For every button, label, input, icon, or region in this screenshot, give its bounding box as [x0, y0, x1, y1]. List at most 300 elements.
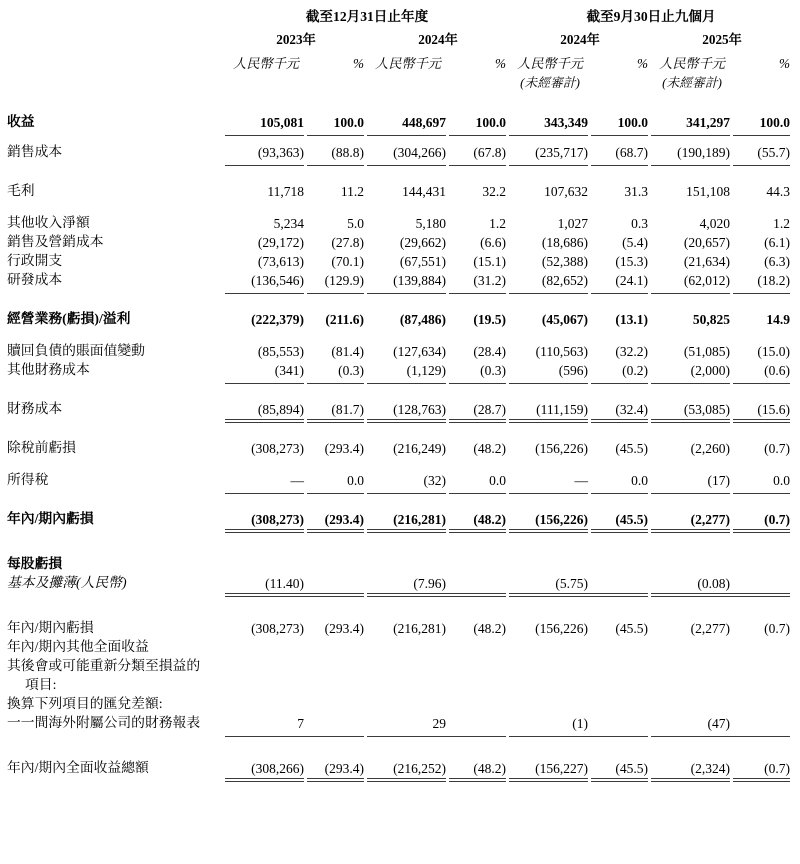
rule-bar-col-6	[591, 526, 651, 533]
row-value-col-6: (32.4)	[615, 401, 649, 417]
rule-bar-col-7	[651, 416, 733, 423]
row-value-col-7: (17)	[707, 472, 731, 488]
rule-bar-col-4	[449, 416, 509, 423]
row-value-col-5: (52,388)	[541, 253, 589, 269]
header-spacer	[7, 70, 225, 90]
row-value-col-7	[651, 548, 733, 571]
rule-bar-col-3	[367, 287, 449, 294]
rule-bar-col-4	[449, 377, 509, 384]
row-label: 所得稅	[7, 472, 49, 488]
row-value-col-1: (222,379)	[251, 311, 304, 327]
rule-label-gap	[7, 287, 225, 294]
row-label: 其他財務成本	[7, 362, 90, 378]
row-value-col-8: (6.1)	[764, 234, 791, 250]
row-value-col-6	[591, 654, 651, 673]
row-value-col-1: —	[290, 472, 304, 488]
header-sub-pct-4	[733, 70, 793, 90]
row-value-col-5: (1)	[572, 715, 589, 731]
spacing-row	[7, 423, 793, 432]
rule-bar-col-6	[591, 129, 651, 136]
table-row	[7, 548, 793, 571]
row-value-col-3: (216,281)	[393, 511, 446, 527]
row-value-col-4	[449, 673, 509, 692]
rule-bar-col-6	[591, 487, 651, 494]
row-value-col-1: (308,273)	[251, 511, 304, 527]
rule-bar-col-4	[449, 129, 509, 136]
row-value-col-5: 343,349	[544, 114, 589, 130]
row-value-col-1: (308,273)	[251, 620, 304, 636]
row-value-col-7	[651, 654, 733, 673]
rule-bar-col-6	[591, 377, 651, 384]
rule-row	[7, 590, 793, 597]
row-value-col-7: (2,260)	[690, 440, 731, 456]
row-value-col-6: (45.5)	[615, 440, 649, 456]
row-label: 經營業務(虧損)/溢利	[7, 311, 131, 327]
row-value-col-3: (1,129)	[406, 362, 446, 378]
rule-bar-col-5	[509, 129, 591, 136]
row-value-col-8: (0.6)	[764, 362, 791, 378]
row-value-col-7: (53,085)	[683, 401, 731, 417]
spacing-row	[7, 326, 793, 335]
row-value-col-5: 107,632	[544, 183, 589, 199]
row-label: 毛利	[7, 183, 35, 199]
row-value-col-4: 100.0	[475, 114, 507, 130]
row-value-col-1	[225, 635, 307, 654]
table-row	[7, 692, 793, 711]
income-statement-table	[7, 0, 793, 782]
table-row	[7, 175, 793, 198]
row-value-col-8: 44.3	[766, 183, 791, 199]
table-row	[7, 752, 793, 775]
row-value-col-3: (32)	[423, 472, 446, 488]
row-value-col-1: (308,266)	[251, 760, 304, 776]
header-sub-pct-2	[449, 70, 509, 90]
row-value-col-2	[307, 635, 367, 654]
rule-bar-group-1	[225, 590, 367, 597]
row-value-col-8	[733, 692, 793, 711]
rule-bar-col-2	[307, 287, 367, 294]
row-value-col-4	[449, 654, 509, 673]
row-value-col-8: 0.0	[773, 472, 791, 488]
row-label: 研發成本	[7, 272, 63, 288]
rule-bar-col-5	[509, 416, 591, 423]
rule-label-gap	[7, 487, 225, 494]
row-value-col-6: (5.4)	[622, 234, 649, 250]
rule-bar-group-2	[367, 590, 509, 597]
spacer-cell	[7, 423, 793, 432]
rule-label-gap	[7, 526, 225, 533]
rule-row	[7, 416, 793, 423]
header-year-1: 2023年	[276, 31, 316, 47]
spacer-cell	[7, 384, 793, 393]
header-pct-2: %	[495, 55, 507, 71]
row-value-col-1	[225, 654, 307, 673]
row-value-col-4: (28.7)	[473, 401, 507, 417]
row-value-col-3	[367, 548, 449, 571]
row-value-col-7	[651, 692, 733, 711]
rule-bar-col-8	[733, 775, 793, 782]
row-value-col-1	[225, 673, 307, 692]
row-value-col-2: (81.7)	[331, 401, 364, 417]
rule-bar-col-2	[307, 775, 367, 782]
row-value-col-3	[367, 635, 449, 654]
row-value-col-3: 144,431	[402, 183, 446, 199]
row-value-col-5: (596)	[558, 362, 589, 378]
row-value-col-3	[367, 692, 449, 711]
rule-bar-group-1	[225, 730, 367, 737]
rule-bar-group-2	[367, 730, 509, 737]
row-value-col-8: (15.0)	[757, 343, 791, 359]
row-value-col-7: (2,277)	[690, 620, 731, 636]
rule-bar-col-4	[449, 159, 509, 166]
row-value-col-1	[225, 548, 307, 571]
row-value-col-3: (67,551)	[399, 253, 446, 269]
row-label: 財務成本	[7, 401, 63, 417]
rule-bar-group-4	[651, 730, 793, 737]
row-value-col-2	[307, 571, 367, 590]
row-value-col-2: (293.4)	[324, 440, 364, 456]
rule-bar-col-6	[591, 775, 651, 782]
row-value-col-5: (110,563)	[535, 343, 589, 359]
spacing-row	[7, 294, 793, 303]
row-label: 除稅前虧損	[7, 440, 76, 456]
rule-bar-col-8	[733, 526, 793, 533]
rule-bar-col-5	[509, 159, 591, 166]
row-value-col-3: (29,662)	[399, 234, 446, 250]
row-value-col-4: (48.2)	[473, 620, 507, 636]
row-value-col-8: (0.7)	[764, 620, 791, 636]
row-value-col-5: (235,717)	[535, 144, 589, 160]
header-unit-4: 人民幣千元	[659, 55, 725, 71]
row-value-col-1: (308,273)	[251, 440, 304, 456]
row-value-col-6: (13.1)	[615, 311, 649, 327]
table-row	[7, 711, 793, 730]
row-value-col-8: 1.2	[773, 215, 791, 231]
row-label: 年內/期內其他全面收益	[7, 639, 149, 655]
rule-bar-col-4	[449, 775, 509, 782]
rule-bar-col-8	[733, 377, 793, 384]
rule-bar-col-2	[307, 416, 367, 423]
header-spacer	[7, 48, 225, 70]
row-value-col-4: (48.2)	[473, 440, 507, 456]
row-value-col-1: (73,613)	[257, 253, 304, 269]
spacer-cell	[7, 494, 793, 503]
row-value-col-2: (70.1)	[331, 253, 364, 269]
rule-label-gap	[7, 129, 225, 136]
row-label: 每股虧損	[7, 556, 63, 572]
header-unaudited-3: (未經審計)	[520, 76, 580, 91]
header-spacer	[7, 26, 225, 48]
rule-bar-col-3	[367, 129, 449, 136]
rule-bar-col-8	[733, 159, 793, 166]
table-row	[7, 303, 793, 326]
row-value-col-7: 4,020	[699, 215, 731, 231]
row-value-col-2: (211.6)	[325, 311, 364, 327]
rule-bar-col-1	[225, 775, 307, 782]
row-value-col-5	[509, 635, 591, 654]
row-value-col-6	[591, 548, 651, 571]
row-value-col-3: (127,634)	[393, 343, 446, 359]
spacing-row	[7, 494, 793, 503]
row-label: 贖回負債的賬面值變動	[7, 343, 145, 359]
table-row	[7, 230, 793, 249]
row-value-col-6	[591, 692, 651, 711]
row-value-col-2: 0.0	[347, 472, 364, 488]
row-label: 行政開支	[7, 253, 63, 269]
row-value-col-4: (19.5)	[473, 311, 507, 327]
rule-bar-col-7	[651, 377, 733, 384]
row-value-col-5: (156,226)	[535, 620, 589, 636]
row-value-col-8	[733, 654, 793, 673]
rule-bar-col-4	[449, 526, 509, 533]
spacing-row	[7, 455, 793, 464]
row-value-col-6: 31.3	[624, 183, 649, 199]
row-label: 銷售及營銷成本	[7, 234, 104, 250]
rule-bar-col-6	[591, 287, 651, 294]
row-value-col-4: (0.3)	[480, 362, 507, 378]
row-value-col-4: (48.2)	[473, 760, 507, 776]
header-group-right: 截至9月30日止九個月	[586, 9, 716, 25]
row-value-col-1: 11,718	[267, 183, 304, 199]
rule-bar-col-8	[733, 129, 793, 136]
row-value-col-7: (20,657)	[683, 234, 731, 250]
row-value-col-3: (216,252)	[393, 760, 446, 776]
row-value-col-6: (0.2)	[622, 362, 649, 378]
rule-bar-col-7	[651, 526, 733, 533]
table-row	[7, 612, 793, 635]
rule-bar-col-3	[367, 159, 449, 166]
row-value-col-5: (45,067)	[541, 311, 589, 327]
row-value-col-4	[449, 711, 509, 730]
row-value-col-7	[651, 673, 733, 692]
row-label: 年內/期內虧損	[7, 511, 94, 527]
rule-bar-col-7	[651, 287, 733, 294]
rule-bar-group-3	[509, 590, 651, 597]
table-row	[7, 635, 793, 654]
row-value-col-7: (0.08)	[697, 575, 731, 591]
table-row	[7, 106, 793, 129]
row-value-col-6: (45.5)	[615, 511, 649, 527]
rule-bar-col-1	[225, 129, 307, 136]
rule-row	[7, 377, 793, 384]
row-value-col-6: (32.2)	[615, 343, 649, 359]
row-value-col-5: (156,226)	[535, 511, 589, 527]
rule-bar-col-1	[225, 287, 307, 294]
row-label: 其他收入淨額	[7, 215, 90, 231]
rule-bar-col-5	[509, 287, 591, 294]
rule-label-gap	[7, 775, 225, 782]
table-row	[7, 393, 793, 416]
table-row	[7, 268, 793, 287]
rule-bar-col-3	[367, 526, 449, 533]
rule-bar-col-8	[733, 487, 793, 494]
row-value-col-6: (24.1)	[615, 272, 649, 288]
row-value-col-2: 11.2	[340, 183, 364, 199]
row-value-col-1: 105,081	[260, 114, 304, 130]
row-value-col-6	[591, 635, 651, 654]
rule-bar-col-8	[733, 416, 793, 423]
spacing-row	[7, 737, 793, 752]
row-value-col-8: (0.7)	[764, 511, 791, 527]
row-value-col-2: (88.8)	[331, 144, 364, 160]
row-value-col-7: (2,000)	[690, 362, 731, 378]
row-value-col-5: (18,686)	[541, 234, 589, 250]
row-value-col-4	[449, 692, 509, 711]
row-value-col-2	[307, 654, 367, 673]
row-value-col-7: (2,277)	[690, 511, 731, 527]
row-value-col-8: (55.7)	[757, 144, 791, 160]
row-value-col-4: 1.2	[489, 215, 507, 231]
row-value-col-2: (293.4)	[324, 760, 364, 776]
row-value-col-5: 1,027	[557, 215, 589, 231]
header-unaudited-4: (未經審計)	[662, 76, 722, 91]
row-value-col-2	[307, 548, 367, 571]
rule-label-gap	[7, 377, 225, 384]
row-value-col-2: (129.9)	[324, 272, 364, 288]
row-value-col-5	[509, 654, 591, 673]
row-value-col-5: (156,226)	[535, 440, 589, 456]
rule-bar-col-8	[733, 287, 793, 294]
rule-bar-col-1	[225, 487, 307, 494]
row-value-col-8: 14.9	[766, 311, 791, 327]
header-unaudited-empty-1	[225, 70, 307, 90]
rule-bar-col-2	[307, 129, 367, 136]
header-unaudited-empty-2	[367, 70, 449, 90]
spacer-cell	[7, 198, 793, 207]
row-value-col-7: (190,189)	[677, 144, 731, 160]
row-value-col-7: (62,012)	[683, 272, 731, 288]
header-pct-1: %	[353, 55, 364, 71]
row-label: 換算下列項目的匯兌差額:	[7, 696, 163, 712]
row-value-col-8	[733, 635, 793, 654]
row-label: 收益	[7, 114, 35, 130]
spacing-row	[7, 533, 793, 548]
spacing-row	[7, 198, 793, 207]
header-year-2: 2024年	[418, 31, 458, 47]
spacer-cell	[7, 737, 793, 752]
row-value-col-7: (47)	[707, 715, 731, 731]
row-value-col-1: (85,894)	[257, 401, 304, 417]
rule-bar-col-2	[307, 487, 367, 494]
header-year-4: 2025年	[702, 31, 742, 47]
row-value-col-6: (68.7)	[615, 144, 649, 160]
rule-bar-col-2	[307, 159, 367, 166]
row-value-col-5: (156,227)	[535, 760, 589, 776]
rule-bar-col-3	[367, 377, 449, 384]
row-value-col-4	[449, 571, 509, 590]
row-label: 年內/期內全面收益總額	[7, 760, 149, 776]
header-pct-3: %	[637, 55, 649, 71]
spacer-cell	[7, 326, 793, 335]
row-value-col-7	[651, 635, 733, 654]
header-year-3: 2024年	[560, 31, 600, 47]
rule-bar-col-3	[367, 416, 449, 423]
header-sub-pct-3	[591, 70, 651, 90]
row-value-col-4: (31.2)	[473, 272, 507, 288]
row-label: 其後會或可能重新分類至損益的	[7, 658, 201, 674]
rule-bar-col-5	[509, 487, 591, 494]
row-value-col-8	[733, 548, 793, 571]
row-value-col-3: (7.96)	[413, 575, 446, 591]
row-value-col-1: (85,553)	[257, 343, 304, 359]
row-value-col-7: (21,634)	[683, 253, 731, 269]
header-unit-2: 人民幣千元	[375, 55, 441, 71]
rule-label-gap	[7, 159, 225, 166]
rule-bar-col-2	[307, 377, 367, 384]
header-unit-3: 人民幣千元	[517, 55, 583, 71]
header-group-row	[7, 0, 793, 26]
spacing-row	[7, 384, 793, 393]
row-value-col-2	[307, 692, 367, 711]
table-row	[7, 207, 793, 230]
rule-row	[7, 487, 793, 494]
row-value-col-8: (15.6)	[757, 401, 791, 417]
row-value-col-4: (15.1)	[473, 253, 507, 269]
row-value-col-1: (136,546)	[251, 272, 304, 288]
row-value-col-3: 29	[432, 715, 446, 731]
table-row	[7, 335, 793, 358]
row-value-col-1: (341)	[274, 362, 304, 378]
row-value-col-2: (0.3)	[338, 362, 364, 378]
row-value-col-6: 0.3	[631, 215, 649, 231]
row-value-col-3	[367, 673, 449, 692]
table-row	[7, 249, 793, 268]
rule-bar-col-5	[509, 526, 591, 533]
header-group-left: 截至12月31日止年度	[305, 9, 429, 25]
row-label: 年內/期內虧損	[7, 620, 94, 636]
rule-bar-col-4	[449, 487, 509, 494]
row-value-col-8: 100.0	[759, 114, 791, 130]
rule-row	[7, 129, 793, 136]
row-value-col-7: 151,108	[686, 183, 731, 199]
row-value-col-4: (6.6)	[480, 234, 507, 250]
row-value-col-5: (111,159)	[536, 401, 589, 417]
row-value-col-3: (139,884)	[393, 272, 446, 288]
header-spacing-row	[7, 90, 793, 106]
row-value-col-1: (11.40)	[265, 575, 304, 591]
row-value-col-1: (29,172)	[257, 234, 304, 250]
row-value-col-5	[509, 692, 591, 711]
rule-bar-col-6	[591, 416, 651, 423]
row-value-col-3: (304,266)	[393, 144, 446, 160]
row-label: 一一間海外附屬公司的財務報表	[7, 715, 201, 731]
rule-bar-col-7	[651, 129, 733, 136]
row-value-col-2: (27.8)	[331, 234, 364, 250]
row-value-col-4: 32.2	[482, 183, 507, 199]
row-value-col-3	[367, 654, 449, 673]
row-value-col-6: (45.5)	[615, 620, 649, 636]
table-row	[7, 136, 793, 159]
rule-bar-col-5	[509, 377, 591, 384]
rule-row	[7, 526, 793, 533]
rule-bar-col-1	[225, 526, 307, 533]
row-value-col-6	[591, 711, 651, 730]
row-value-col-1: 5,234	[273, 215, 304, 231]
rule-row	[7, 730, 793, 737]
row-value-col-3: (216,281)	[393, 620, 446, 636]
rule-bar-group-3	[509, 730, 651, 737]
header-sub-pct-1	[307, 70, 367, 90]
table-row	[7, 432, 793, 455]
rule-bar-col-7	[651, 159, 733, 166]
rule-bar-col-7	[651, 775, 733, 782]
row-value-col-4: 0.0	[489, 472, 507, 488]
row-value-col-6: (45.5)	[615, 760, 649, 776]
row-label: 銷售成本	[7, 144, 63, 160]
row-value-col-2: 5.0	[347, 215, 364, 231]
row-value-col-7: 341,297	[686, 114, 731, 130]
row-value-col-4	[449, 548, 509, 571]
